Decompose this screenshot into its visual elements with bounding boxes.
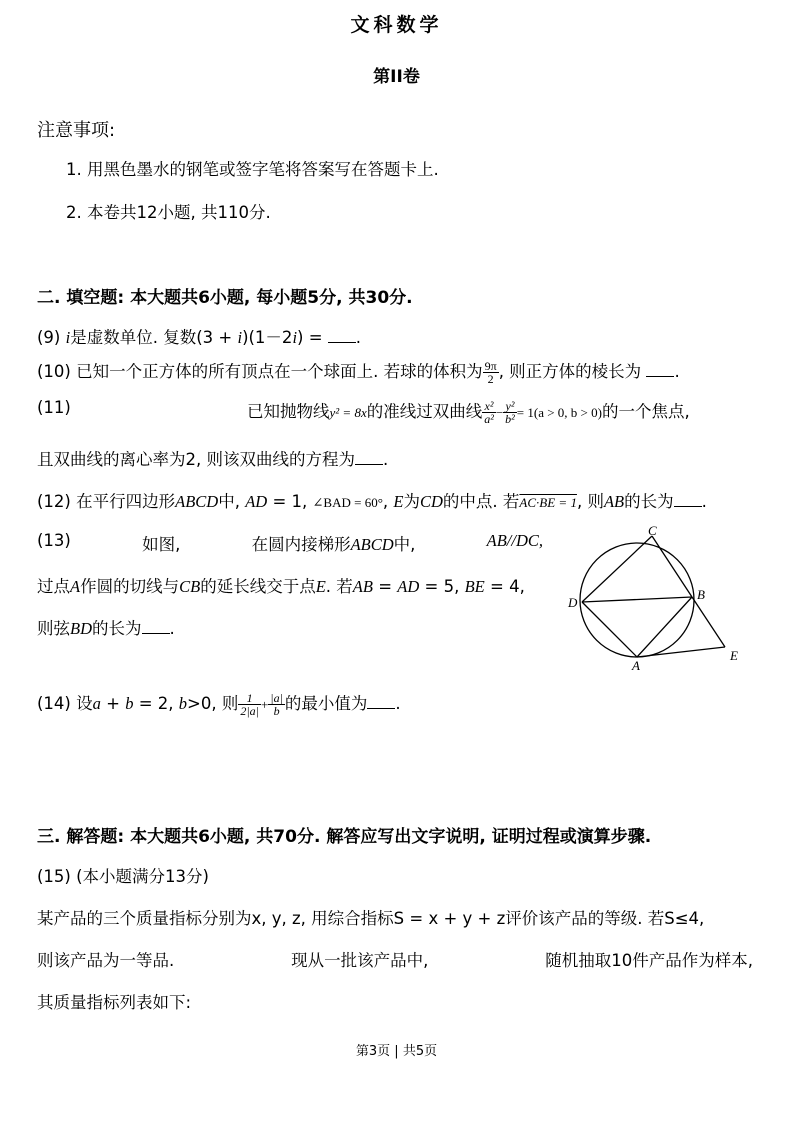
note-item-1: 1. 用黑色墨水的钢笔或签字笔将答案写在答题卡上. bbox=[66, 160, 439, 179]
answer-blank bbox=[674, 492, 702, 507]
segment-be bbox=[692, 597, 725, 647]
question-9: (9) i是虚数单位. 复数(3 + i)(1－2i) = . bbox=[37, 328, 362, 347]
segment-da bbox=[582, 602, 637, 657]
section2-heading: 二. 填空题: 本大题共6小题, 每小题5分, 共30分. bbox=[37, 288, 413, 308]
label-c: C bbox=[648, 523, 657, 538]
question-15-line3: 其质量指标列表如下: bbox=[37, 993, 192, 1012]
label-b: B bbox=[697, 587, 705, 602]
question-13: (13) 如图, 在圆内接梯形ABCD中, AB//DC, bbox=[37, 531, 543, 554]
page-footer: 第3页 | 共5页 bbox=[355, 1044, 438, 1059]
answer-blank bbox=[367, 694, 395, 709]
notes-heading: 注意事项: bbox=[37, 120, 116, 141]
segment-db bbox=[582, 597, 692, 602]
label-a: A bbox=[632, 658, 640, 672]
question-11: (11) 已知抛物线y² = 8x的准线过双曲线 $\frac{\text{x²}}{\text{a²}}$ − $\frac{\text{y²}}{\text{b²}}$ = 1(a > 0, b > 0)的一个焦点, bbox=[37, 398, 690, 426]
question-13-line3: 则弦BD的长为 . bbox=[37, 619, 175, 638]
answer-blank bbox=[646, 362, 674, 377]
page-title: 文科数学 bbox=[350, 14, 443, 36]
question-14: (14) 设a + b = 2, b>0, 则 $\frac{1}{2|a|}$ + $\frac{|a|}{b}$ 的最小值为 . bbox=[37, 691, 401, 718]
answer-blank bbox=[142, 619, 170, 634]
segment-cb bbox=[652, 536, 692, 597]
question-11-line2: 且双曲线的离心率为2, 则该双曲线的方程为 . bbox=[37, 450, 389, 469]
question-10: (10) 已知一个正方体的所有顶点在一个球面上. 若球的体积为 $\frac{9\pi}{2}$ , 则正方体的棱长为 . bbox=[37, 359, 680, 386]
question-15-line1: 某产品的三个质量指标分别为x, y, z, 用综合指标S = x + y + z评价该产品的等级. 若S≤4, bbox=[37, 909, 705, 928]
section3-heading: 三. 解答题: 本大题共6小题, 共70分. 解答应写出文字说明, 证明过程或演算步骤. bbox=[37, 827, 652, 847]
tangent-ae bbox=[637, 647, 725, 657]
question-15-line2: 则该产品为一等品. 现从一批该产品中, 随机抽取10件产品作为样本, bbox=[37, 951, 753, 970]
answer-blank bbox=[328, 328, 356, 343]
label-d: D bbox=[568, 595, 578, 610]
question-13-line2: 过点A作圆的切线与CB的延长线交于点E. 若AB = AD = 5, BE = 4, bbox=[37, 577, 525, 596]
answer-blank bbox=[355, 450, 383, 465]
note-item-2: 2. 本卷共12小题, 共110分. bbox=[66, 203, 271, 222]
circle-trapezoid-figure bbox=[560, 522, 760, 672]
question-15-label: (15) (本小题满分13分) bbox=[37, 867, 209, 886]
fraction-1-over-2a: $\frac{1}{2|a|}$ bbox=[240, 691, 259, 718]
segment-dc bbox=[582, 536, 652, 602]
fraction-a-over-b: $\frac{|a|}{b}$ bbox=[270, 691, 283, 718]
volume-heading: 第II卷 bbox=[373, 67, 420, 87]
segment-ab bbox=[637, 597, 692, 657]
fraction-9pi-over-2: $\frac{9\pi}{2}$ bbox=[484, 359, 497, 386]
label-e: E bbox=[730, 648, 738, 663]
question-12: (12) 在平行四边形ABCD中, AD = 1, ∠BAD = 60°, E为CD的中点. 若AC·BE = 1, 则AB的长为 . bbox=[37, 492, 707, 511]
